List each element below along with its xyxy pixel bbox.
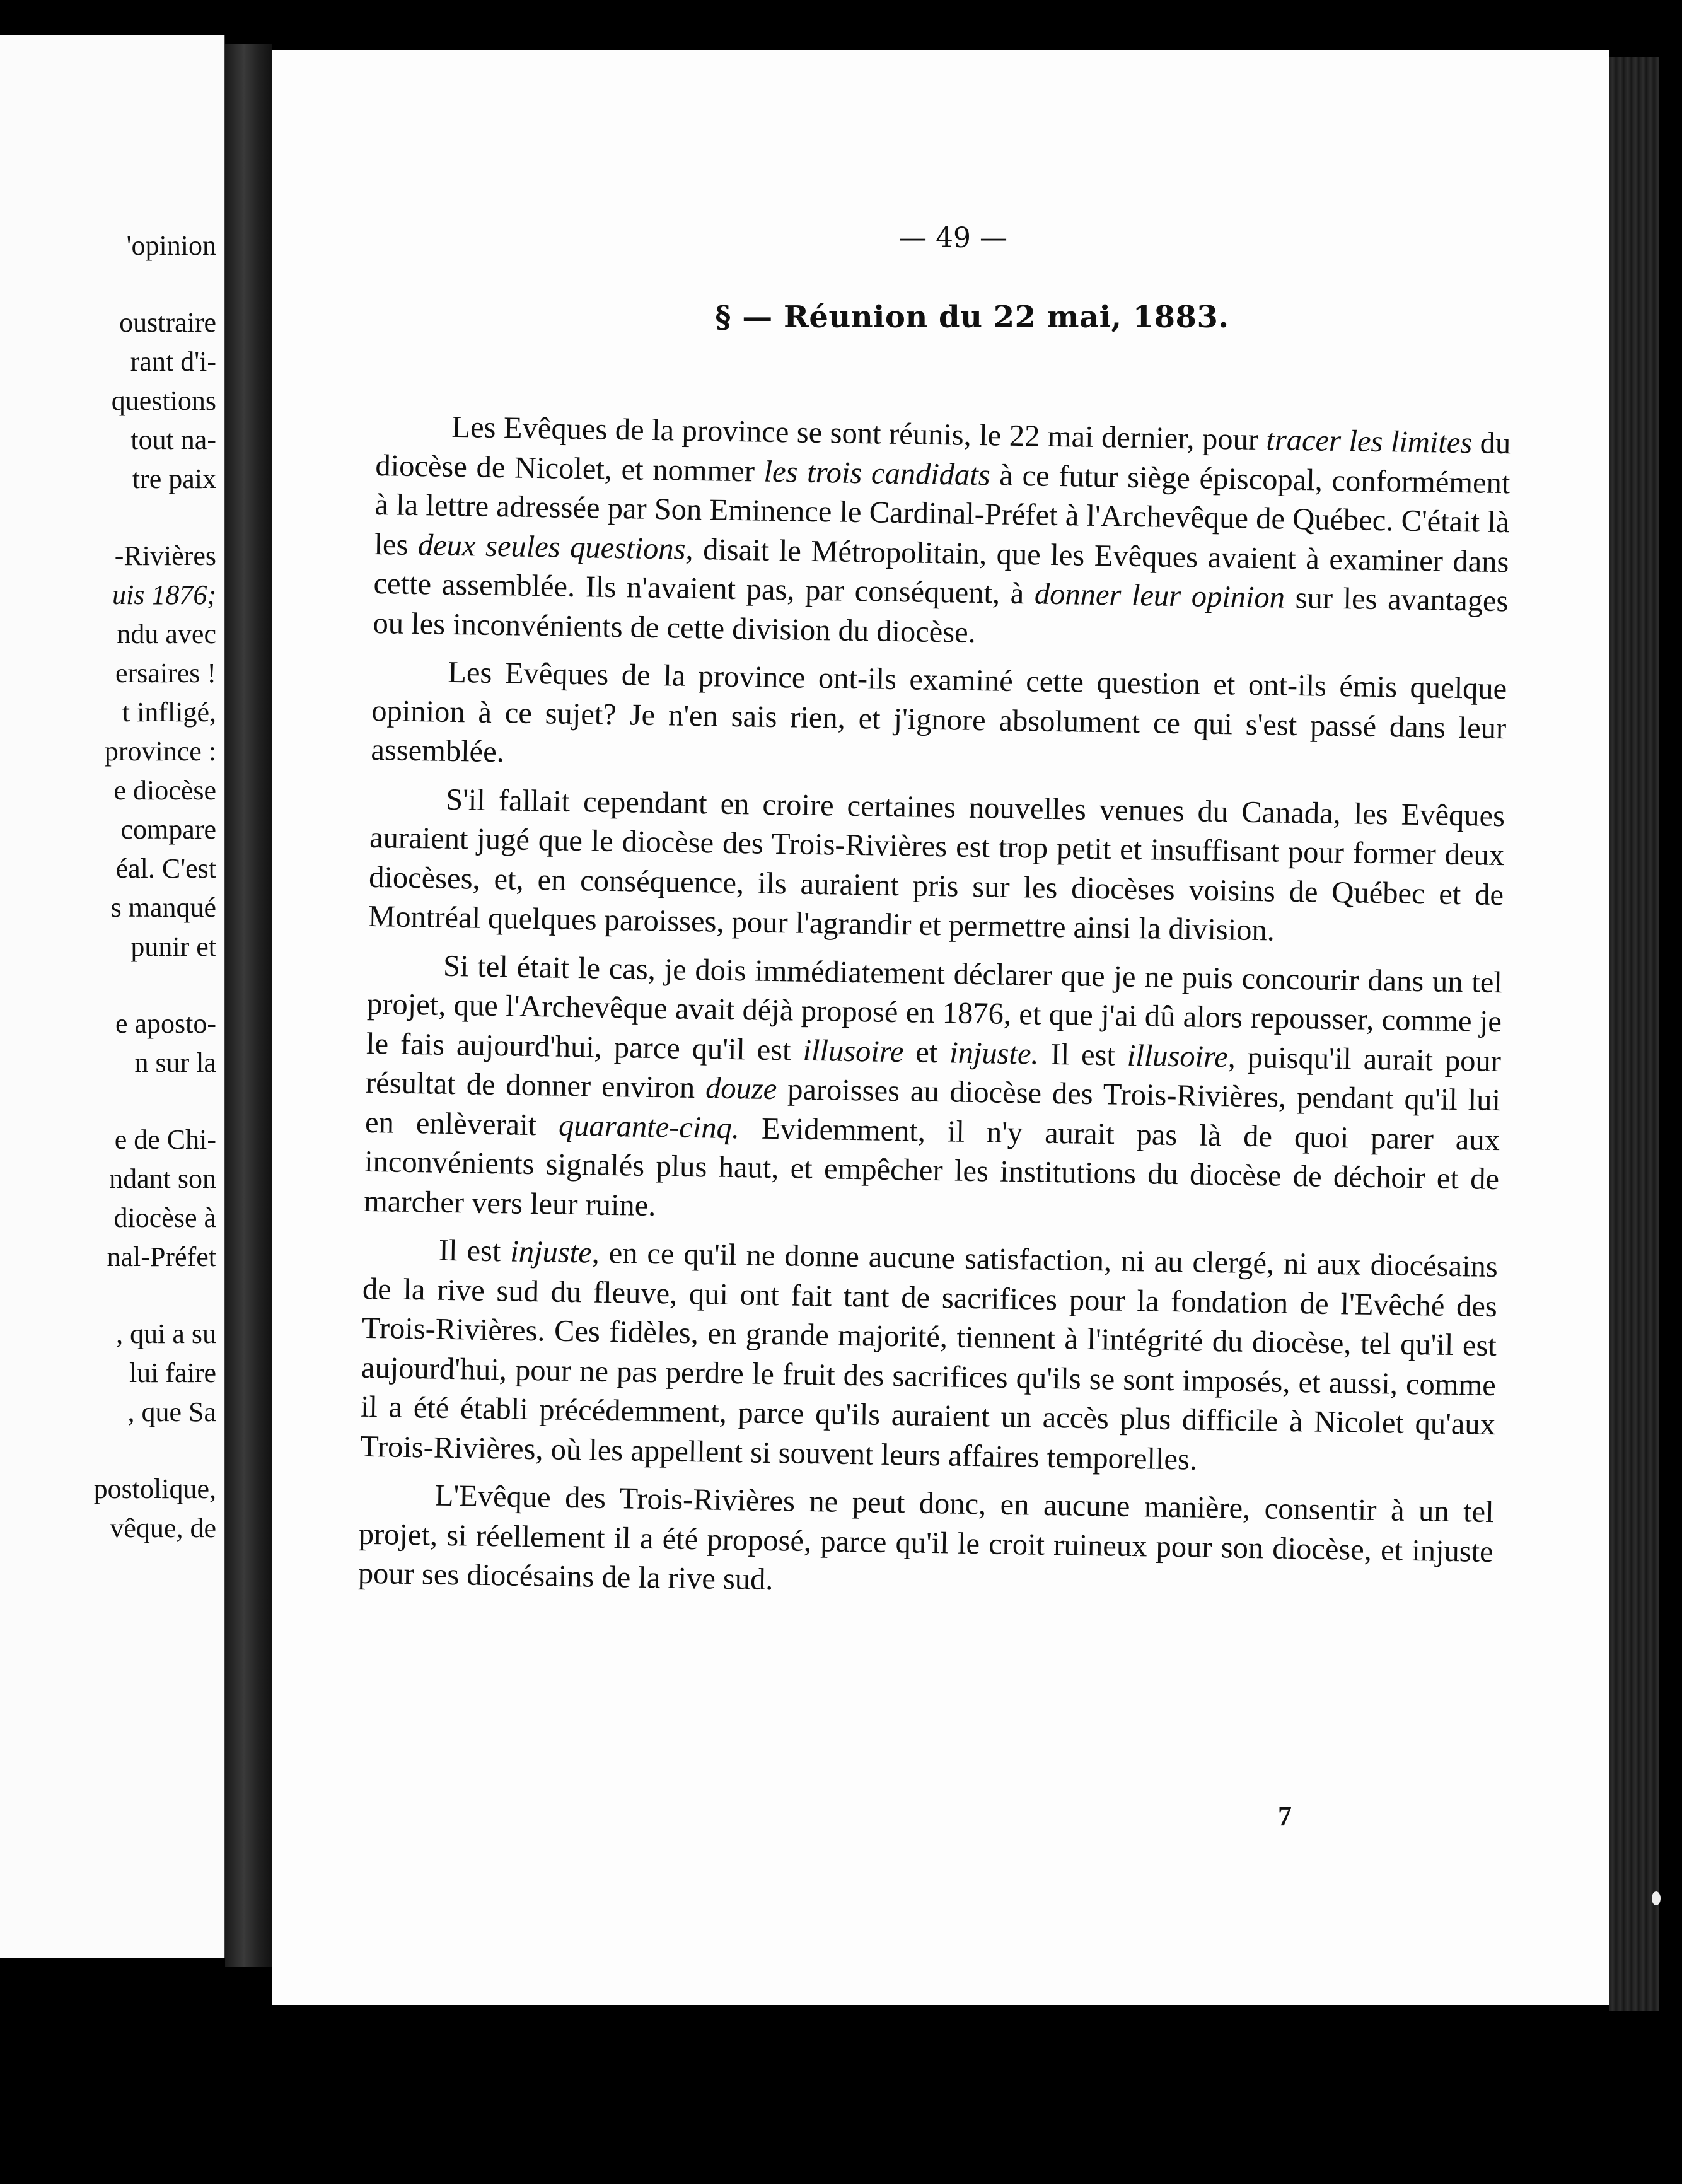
paragraph bbox=[371, 652, 1507, 788]
previous-page-line: -Rivières bbox=[114, 540, 216, 571]
text-run: sur les avantages ou les inconvénients de cette division du diocèse. bbox=[373, 581, 1509, 649]
previous-page-line: uis 1876; bbox=[112, 579, 216, 610]
text-run: Si tel était le cas, je dois immédiatement déclarer que je ne puis concourir dans un tel projet, que l'Archevêque avait déjà proposé en 1876, et que j'ai dû alors repousser, comme je le fais aujourd'hui, parce qu'il est bbox=[366, 949, 1503, 1067]
previous-page-line: 'opinion bbox=[126, 230, 216, 261]
paragraph bbox=[373, 407, 1511, 661]
previous-page-line: e aposto- bbox=[115, 1008, 216, 1039]
text-run: à ce futur siège épiscopal, conformément à la lettre adressée par Son Eminence le Cardinal-Préfet à l'Archevêque de Québec. C'était là les bbox=[374, 458, 1511, 562]
previous-page-line: s manqué bbox=[110, 892, 216, 923]
previous-page-line: rant d'i- bbox=[130, 346, 216, 377]
section-heading: § — Réunion du 22 mai, 1883. bbox=[715, 299, 1229, 335]
previous-page-line: compare bbox=[120, 814, 216, 845]
page-number: — 49 — bbox=[899, 222, 1007, 254]
text-run: Les Evêques de la province ont-ils examiné cette question et ont-ils émis quelque opinion à ce sujet? Je n'en sais rien, et j'ignore absolument ce qui s'est passé dans leur assemblée. bbox=[371, 655, 1507, 769]
scan-speck bbox=[1652, 1891, 1661, 1905]
text-run: en ce qu'il ne donne aucune satisfaction, ni au clergé, ni aux diocésains de la rive sud du fleuve, qui ont fait tant de sacrifices pour la fondation de l'Evêché des Trois-Rivières. Ces fidèles, en grande majorité, tiennent à l'intégrité du diocèse, tel qu'il est aujourd'hui, pour ne pas perdre le fruit des sacrifices qu'ils se sont imposés, et aussi, comme il a été établi précédemment, parce qu'ils auraient un accès plus difficile à Nicolet qu'aux Trois-Rivières, où les appellent si souvent leurs affaires temporelles. bbox=[359, 1236, 1499, 1477]
previous-page-line: ndant son bbox=[109, 1163, 216, 1194]
paragraph bbox=[368, 779, 1505, 954]
italic-phrase: deux seules questions, bbox=[417, 528, 694, 566]
text-run: disait le Métropolitain, que les Evêques avaient à examiner dans cette assemblée. Ils n'avaient pas, par conséquent, à bbox=[373, 532, 1509, 611]
italic-phrase: donner leur opinion bbox=[1034, 577, 1285, 615]
text-run: Il est bbox=[438, 1233, 511, 1269]
previous-page-line: ndu avec bbox=[117, 619, 216, 649]
previous-page-line: éal. C'est bbox=[115, 853, 216, 884]
previous-page-line: nal-Préfet bbox=[107, 1241, 216, 1272]
text-run: et bbox=[903, 1035, 950, 1069]
paragraph bbox=[364, 945, 1503, 1239]
previous-page-line: province : bbox=[104, 736, 216, 767]
italic-phrase: injuste, bbox=[509, 1234, 600, 1270]
previous-page-line: punir et bbox=[130, 931, 216, 962]
italic-phrase: tracer les limites bbox=[1266, 423, 1473, 460]
italic-phrase: injuste. bbox=[949, 1035, 1040, 1071]
previous-page-line: diocèse à bbox=[113, 1202, 216, 1233]
previous-page-line: t infligé, bbox=[122, 697, 216, 728]
previous-page-line: , qui a su bbox=[116, 1318, 216, 1349]
previous-page-line: lui faire bbox=[129, 1357, 216, 1388]
text-run: Evidemment, il n'y aurait pas là de quoi parer aux inconvénients signalés plus haut, et empêcher les institutions du diocèse de déchoir et de marcher vers leur ruine. bbox=[363, 1111, 1500, 1223]
body-text bbox=[357, 407, 1511, 1612]
previous-page-line: questions bbox=[111, 385, 216, 416]
previous-page-line: vêque, de bbox=[110, 1513, 216, 1543]
previous-page-line: postolique, bbox=[93, 1473, 216, 1504]
text-run: Les Evêques de la province se sont réunis, le 22 mai dernier, pour bbox=[451, 410, 1267, 457]
previous-page-line: oustraire bbox=[119, 307, 216, 338]
italic-phrase: quarante-cinq. bbox=[558, 1108, 740, 1145]
previous-page-line: tre paix bbox=[132, 463, 216, 494]
previous-page-line: ersaires ! bbox=[115, 658, 216, 688]
previous-page-line: , que Sa bbox=[127, 1397, 216, 1427]
text-run: Il est bbox=[1038, 1037, 1128, 1072]
text-run: S'il fallait cependant en croire certaines nouvelles venues du Canada, les Evêques auraient jugé que le diocèse des Trois-Rivières est trop petit et insuffisant pour former deux diocèses, et, en conséquence, ils auraient pris sur les diocèses voisins de Québec et de Montréal quelques paroisses, pour l'agrandir et permettre ainsi la division. bbox=[368, 782, 1505, 948]
text-run: puisqu'il aurait pour résultat de donner environ bbox=[365, 1040, 1502, 1105]
signature-mark: 7 bbox=[1278, 1801, 1292, 1832]
paragraph bbox=[360, 1230, 1499, 1484]
text-run: L'Evêque des Trois-Rivières ne peut donc, en aucune manière, consentir à un tel projet, si réellement il a été proposé, parce qu'il le croit ruineux pour son diocèse, et injuste pour ses diocésains de la rive sud. bbox=[357, 1478, 1495, 1597]
text-run: paroisses au diocèse des Trois-Rivières, pendant qu'il lui en enlèverait bbox=[364, 1072, 1501, 1142]
document-page bbox=[272, 50, 1609, 2005]
previous-page-line: tout na- bbox=[130, 424, 216, 455]
previous-page-line: n sur la bbox=[134, 1047, 216, 1078]
italic-phrase: douze bbox=[705, 1071, 777, 1107]
page-edges bbox=[1609, 57, 1659, 2011]
italic-phrase: illusoire, bbox=[1127, 1038, 1236, 1074]
italic-phrase: illusoire bbox=[803, 1033, 904, 1069]
previous-page-line: e diocèse bbox=[113, 775, 216, 806]
paragraph bbox=[357, 1475, 1494, 1612]
text-run: du diocèse de Nicolet, et nommer bbox=[375, 426, 1511, 489]
previous-page-line: e de Chi- bbox=[114, 1124, 216, 1155]
italic-phrase: les trois candidats bbox=[763, 455, 991, 492]
previous-page-fragment bbox=[0, 35, 225, 1958]
book-gutter bbox=[225, 44, 272, 1967]
